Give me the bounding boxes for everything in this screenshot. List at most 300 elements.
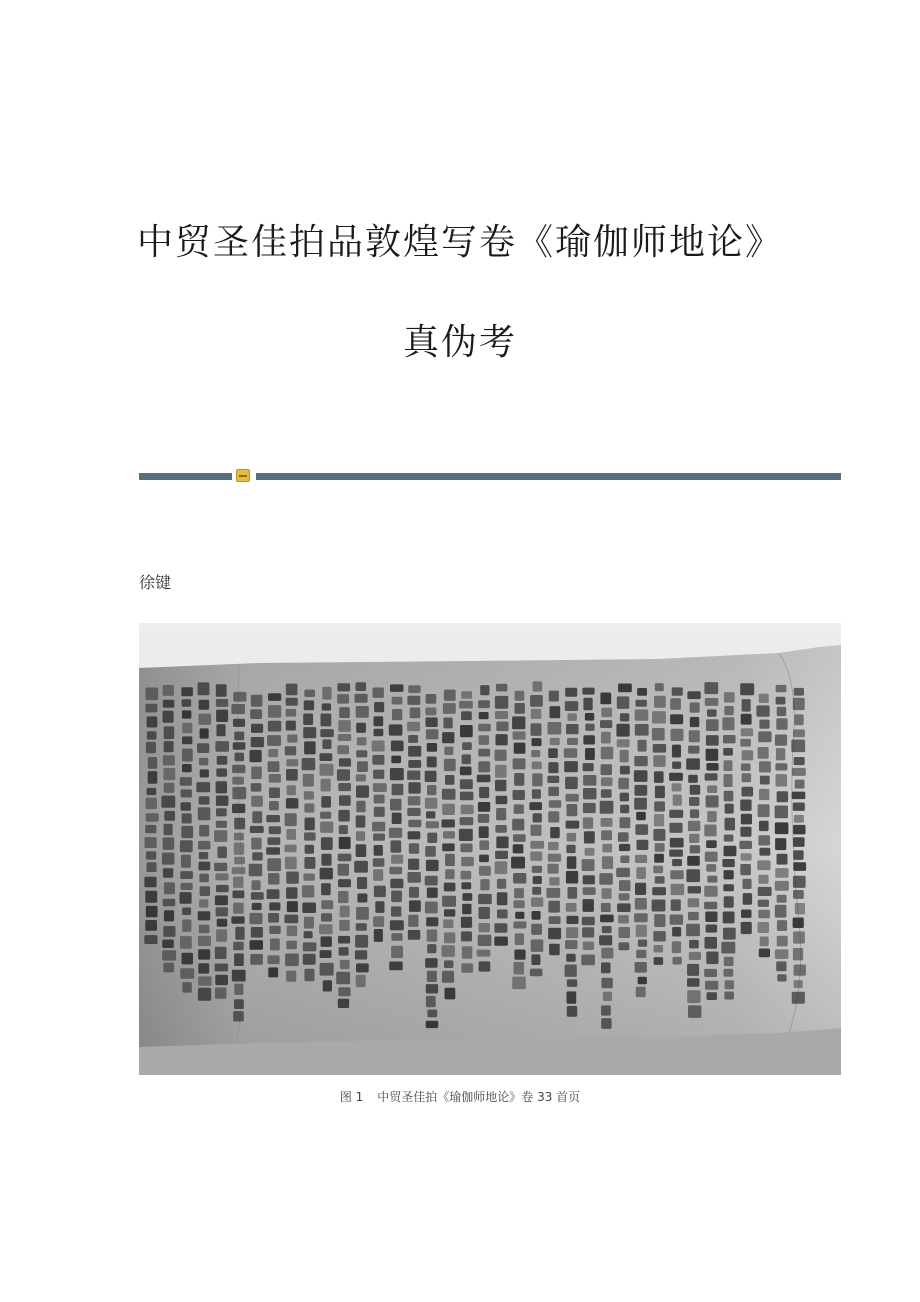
calligraphy-glyph: [321, 837, 333, 850]
calligraphy-glyph: [391, 756, 401, 764]
calligraphy-glyph: [775, 881, 789, 891]
calligraphy-glyph: [356, 844, 367, 857]
calligraphy-glyph: [530, 852, 542, 861]
calligraphy-glyph: [601, 1005, 611, 1015]
calligraphy-glyph: [182, 710, 192, 718]
calligraphy-glyph: [549, 691, 559, 702]
calligraphy-glyph: [145, 920, 157, 931]
calligraphy-glyph: [585, 848, 595, 856]
calligraphy-glyph: [758, 731, 771, 742]
calligraphy-glyph: [758, 875, 768, 884]
calligraphy-glyph: [688, 886, 701, 893]
calligraphy-glyph: [741, 910, 752, 918]
calligraphy-glyph: [635, 898, 647, 910]
calligraphy-glyph: [407, 696, 420, 705]
calligraphy-glyph: [425, 708, 436, 716]
calligraphy-glyph: [145, 837, 157, 848]
calligraphy-glyph: [286, 684, 298, 696]
calligraphy-glyph: [494, 937, 508, 946]
calligraphy-glyph: [723, 735, 736, 743]
calligraphy-glyph: [196, 782, 210, 792]
calligraphy-glyph: [637, 840, 649, 850]
calligraphy-glyph: [163, 868, 173, 878]
calligraphy-glyph: [496, 722, 508, 732]
calligraphy-glyph: [460, 725, 473, 737]
calligraphy-glyph: [565, 777, 578, 789]
calligraphy-glyph: [234, 833, 244, 841]
calligraphy-glyph: [775, 868, 788, 878]
calligraphy-glyph: [356, 923, 367, 931]
calligraphy-glyph: [285, 954, 299, 967]
calligraphy-glyph: [777, 936, 788, 947]
calligraphy-glyph: [706, 795, 719, 807]
calligraphy-glyph: [549, 916, 561, 924]
calligraphy-glyph: [740, 864, 751, 875]
calligraphy-glyph: [216, 929, 227, 941]
calligraphy-glyph: [672, 762, 681, 769]
calligraphy-glyph: [216, 684, 227, 697]
calligraphy-glyph: [182, 764, 192, 772]
calligraphy-glyph: [390, 799, 402, 811]
calligraphy-glyph: [791, 740, 805, 753]
calligraphy-glyph: [180, 936, 192, 949]
calligraphy-glyph: [793, 918, 804, 929]
calligraphy-glyph: [425, 902, 438, 914]
calligraphy-glyph: [602, 888, 612, 899]
calligraphy-glyph: [144, 877, 156, 888]
calligraphy-glyph: [532, 911, 541, 920]
calligraphy-glyph: [408, 930, 421, 940]
calligraphy-glyph: [515, 691, 525, 701]
calligraphy-glyph: [426, 729, 438, 739]
calligraphy-glyph: [601, 830, 612, 840]
calligraphy-glyph: [496, 684, 507, 692]
calligraphy-glyph: [704, 825, 716, 837]
calligraphy-glyph: [794, 688, 804, 696]
calligraphy-glyph: [286, 698, 298, 706]
calligraphy-glyph: [251, 767, 262, 780]
calligraphy-glyph: [390, 879, 403, 889]
calligraphy-glyph: [234, 818, 245, 830]
calligraphy-glyph: [408, 859, 419, 870]
calligraphy-glyph: [266, 815, 280, 822]
calligraphy-glyph: [479, 735, 489, 745]
calligraphy-glyph: [320, 764, 334, 776]
calligraphy-glyph: [216, 710, 228, 722]
calligraphy-glyph: [460, 767, 472, 776]
calligraphy-glyph: [322, 687, 331, 700]
calligraphy-glyph: [354, 861, 368, 873]
calligraphy-glyph: [548, 748, 558, 758]
calligraphy-glyph: [654, 854, 664, 863]
calligraphy-glyph: [147, 788, 157, 795]
calligraphy-glyph: [617, 696, 630, 709]
calligraphy-glyph: [460, 779, 473, 789]
calligraphy-glyph: [285, 857, 297, 870]
calligraphy-glyph: [583, 763, 594, 771]
calligraphy-glyph: [669, 823, 682, 833]
calligraphy-glyph: [426, 694, 437, 704]
calligraphy-glyph: [567, 738, 578, 745]
calligraphy-glyph: [601, 732, 611, 744]
calligraphy-glyph: [723, 748, 733, 756]
calligraphy-glyph: [461, 711, 472, 720]
calligraphy-glyph: [653, 755, 665, 767]
calligraphy-glyph: [600, 720, 612, 728]
calligraphy-glyph: [442, 819, 455, 827]
calligraphy-glyph: [793, 931, 805, 943]
calligraphy-glyph: [235, 753, 245, 762]
calligraphy-glyph: [724, 846, 737, 857]
calligraphy-glyph: [266, 847, 280, 855]
calligraphy-glyph: [304, 931, 313, 938]
calligraphy-glyph: [321, 714, 332, 727]
calligraphy-glyph: [146, 742, 156, 753]
calligraphy-glyph: [705, 852, 718, 862]
calligraphy-glyph: [337, 683, 350, 691]
calligraphy-glyph: [566, 871, 578, 884]
calligraphy-glyph: [655, 843, 665, 852]
calligraphy-glyph: [478, 894, 492, 904]
calligraphy-glyph: [743, 879, 752, 889]
manuscript-scroll-icon: [139, 623, 841, 1075]
calligraphy-glyph: [390, 768, 404, 780]
calligraphy-glyph: [285, 813, 297, 826]
calligraphy-glyph: [409, 843, 419, 853]
calligraphy-glyph: [794, 965, 806, 976]
calligraphy-glyph: [775, 822, 789, 834]
calligraphy-glyph: [338, 783, 351, 791]
calligraphy-glyph: [182, 908, 191, 916]
calligraphy-glyph: [550, 738, 560, 745]
calligraphy-glyph: [741, 922, 752, 934]
calligraphy-glyph: [636, 925, 647, 937]
calligraphy-glyph: [636, 812, 646, 820]
calligraphy-glyph: [673, 957, 682, 965]
calligraphy-glyph: [599, 873, 612, 885]
calligraphy-glyph: [181, 687, 193, 696]
calligraphy-glyph: [373, 916, 384, 927]
calligraphy-glyph: [163, 711, 174, 723]
calligraphy-glyph: [372, 741, 385, 752]
calligraphy-glyph: [756, 705, 769, 716]
calligraphy-glyph: [444, 690, 456, 701]
calligraphy-glyph: [687, 856, 700, 866]
calligraphy-glyph: [268, 693, 281, 701]
calligraphy-glyph: [601, 777, 613, 786]
calligraphy-glyph: [496, 808, 506, 820]
calligraphy-glyph: [284, 915, 298, 924]
calligraphy-glyph: [216, 885, 229, 892]
calligraphy-glyph: [286, 941, 297, 950]
calligraphy-glyph: [373, 770, 384, 779]
calligraphy-glyph: [144, 935, 157, 944]
calligraphy-glyph: [497, 879, 506, 889]
calligraphy-glyph: [444, 747, 453, 755]
calligraphy-glyph: [374, 886, 386, 898]
calligraphy-glyph: [425, 958, 438, 968]
calligraphy-glyph: [654, 957, 664, 965]
calligraphy-glyph: [321, 779, 331, 792]
calligraphy-glyph: [636, 950, 646, 958]
calligraphy-glyph: [251, 892, 264, 900]
calligraphy-glyph: [408, 872, 421, 883]
calligraphy-glyph: [635, 724, 649, 736]
calligraphy-glyph: [338, 854, 352, 862]
calligraphy-glyph: [619, 942, 630, 950]
calligraphy-glyph: [496, 796, 508, 804]
calligraphy-glyph: [706, 925, 718, 933]
calligraphy-glyph: [180, 871, 193, 879]
calligraphy-glyph: [724, 992, 734, 1000]
calligraphy-glyph: [654, 914, 665, 927]
calligraphy-glyph: [793, 850, 803, 860]
calligraphy-glyph: [250, 826, 264, 833]
calligraphy-glyph: [269, 774, 281, 783]
calligraphy-glyph: [215, 964, 229, 972]
calligraphy-glyph: [548, 901, 560, 913]
calligraphy-glyph: [777, 854, 788, 865]
calligraphy-glyph: [268, 749, 278, 757]
calligraphy-glyph: [146, 813, 159, 822]
calligraphy-glyph: [548, 762, 558, 773]
calligraphy-glyph: [618, 915, 629, 923]
calligraphy-glyph: [529, 802, 542, 810]
calligraphy-glyph: [793, 876, 806, 888]
calligraphy-glyph: [724, 791, 734, 802]
calligraphy-glyph: [602, 926, 612, 933]
calligraphy-glyph: [550, 706, 561, 718]
calligraphy-glyph: [706, 735, 719, 746]
calligraphy-glyph: [234, 999, 244, 1009]
calligraphy-glyph: [286, 829, 296, 840]
calligraphy-glyph: [480, 879, 489, 890]
calligraphy-glyph: [583, 817, 593, 828]
calligraphy-glyph: [442, 971, 454, 983]
calligraphy-glyph: [180, 840, 193, 852]
calligraphy-glyph: [408, 831, 421, 839]
calligraphy-glyph: [232, 765, 245, 773]
calligraphy-glyph: [373, 834, 385, 841]
calligraphy-glyph: [251, 927, 263, 938]
calligraphy-glyph: [215, 895, 228, 905]
calligraphy-glyph: [533, 681, 543, 691]
calligraphy-glyph: [742, 787, 754, 797]
calligraphy-glyph: [268, 955, 280, 964]
calligraphy-glyph: [163, 837, 175, 850]
calligraphy-glyph: [442, 843, 455, 851]
calligraphy-glyph: [461, 882, 471, 889]
calligraphy-glyph: [619, 927, 631, 938]
calligraphy-glyph: [479, 961, 491, 971]
calligraphy-glyph: [286, 971, 296, 982]
calligraphy-glyph: [426, 1021, 439, 1028]
calligraphy-glyph: [215, 988, 227, 999]
calligraphy-glyph: [583, 887, 596, 895]
calligraphy-glyph: [725, 818, 736, 831]
calligraphy-glyph: [514, 804, 524, 814]
calligraphy-glyph: [686, 869, 700, 882]
calligraphy-glyph: [707, 876, 717, 883]
calligraphy-glyph: [722, 859, 734, 867]
calligraphy-glyph: [182, 736, 192, 744]
calligraphy-glyph: [355, 935, 368, 948]
calligraphy-glyph: [775, 949, 789, 959]
calligraphy-glyph: [776, 697, 786, 705]
calligraphy-glyph: [340, 960, 350, 969]
calligraphy-glyph: [250, 709, 262, 719]
calligraphy-glyph: [267, 735, 281, 746]
calligraphy-glyph: [601, 764, 612, 775]
calligraphy-glyph: [164, 811, 175, 821]
calligraphy-glyph: [392, 709, 402, 720]
calligraphy-glyph: [357, 877, 367, 889]
calligraphy-glyph: [690, 785, 701, 795]
calligraphy-glyph: [583, 775, 596, 786]
calligraphy-glyph: [444, 932, 455, 943]
calligraphy-glyph: [287, 785, 296, 795]
calligraphy-glyph: [442, 789, 456, 800]
calligraphy-glyph: [321, 900, 333, 909]
calligraphy-glyph: [198, 682, 210, 695]
calligraphy-glyph: [460, 817, 474, 825]
calligraphy-glyph: [759, 789, 769, 800]
calligraphy-glyph: [391, 741, 404, 752]
calligraphy-glyph: [480, 685, 489, 695]
calligraphy-glyph: [565, 940, 578, 949]
calligraphy-glyph: [232, 804, 245, 813]
calligraphy-glyph: [532, 738, 542, 746]
calligraphy-glyph: [512, 819, 524, 831]
calligraphy-glyph: [356, 723, 366, 733]
calligraphy-glyph: [707, 811, 717, 822]
calligraphy-glyph: [231, 704, 245, 714]
calligraphy-glyph: [549, 877, 559, 885]
calligraphy-glyph: [408, 746, 421, 757]
calligraphy-glyph: [618, 832, 629, 842]
calligraphy-glyph: [792, 792, 806, 800]
calligraphy-glyph: [741, 714, 752, 725]
calligraphy-glyph: [669, 850, 683, 857]
calligraphy-glyph: [337, 769, 350, 781]
calligraphy-glyph: [794, 757, 805, 765]
calligraphy-glyph: [654, 771, 664, 783]
calligraphy-glyph: [286, 887, 297, 899]
calligraphy-glyph: [148, 757, 157, 769]
calligraphy-glyph: [759, 949, 770, 958]
calligraphy-glyph: [532, 773, 542, 786]
calligraphy-glyph: [323, 980, 332, 991]
calligraphy-glyph: [285, 746, 296, 755]
calligraphy-glyph: [320, 963, 334, 976]
calligraphy-glyph: [634, 798, 647, 810]
calligraphy-glyph: [182, 723, 192, 734]
calligraphy-glyph: [795, 903, 805, 914]
calligraphy-glyph: [217, 847, 227, 859]
calligraphy-glyph: [216, 768, 227, 776]
calligraphy-glyph: [444, 909, 455, 916]
calligraphy-glyph: [200, 728, 209, 738]
calligraphy-glyph: [338, 810, 349, 822]
calligraphy-glyph: [479, 840, 489, 850]
calligraphy-glyph: [444, 960, 453, 968]
calligraphy-glyph: [652, 728, 665, 741]
calligraphy-glyph: [427, 785, 436, 795]
calligraphy-glyph: [601, 962, 611, 973]
calligraphy-glyph: [304, 690, 315, 697]
calligraphy-glyph: [724, 957, 734, 966]
calligraphy-glyph: [739, 841, 752, 849]
calligraphy-glyph: [515, 703, 525, 714]
calligraphy-glyph: [794, 980, 803, 988]
calligraphy-glyph: [705, 698, 719, 706]
calligraphy-glyph: [164, 910, 174, 921]
calligraphy-glyph: [304, 969, 314, 981]
calligraphy-glyph: [724, 692, 735, 703]
calligraphy-glyph: [268, 761, 280, 772]
calligraphy-glyph: [426, 717, 438, 727]
calligraphy-glyph: [163, 700, 175, 708]
calligraphy-glyph: [530, 695, 543, 707]
calligraphy-glyph: [777, 974, 786, 981]
calligraphy-glyph: [688, 746, 699, 754]
calligraphy-glyph: [356, 774, 366, 781]
calligraphy-glyph: [793, 948, 803, 960]
calligraphy-glyph: [655, 786, 665, 798]
calligraphy-glyph: [182, 982, 192, 993]
calligraphy-glyph: [652, 887, 666, 895]
calligraphy-glyph: [234, 732, 244, 741]
calligraphy-glyph: [603, 992, 612, 1001]
calligraphy-glyph: [723, 912, 735, 924]
calligraphy-glyph: [532, 887, 541, 895]
calligraphy-glyph: [163, 755, 175, 765]
calligraphy-glyph: [215, 873, 228, 880]
calligraphy-glyph: [407, 771, 420, 780]
calligraphy-glyph: [725, 804, 734, 814]
calligraphy-glyph: [374, 729, 384, 737]
calligraphy-glyph: [390, 920, 404, 930]
calligraphy-glyph: [320, 812, 331, 819]
calligraphy-glyph: [145, 891, 157, 903]
calligraphy-glyph: [758, 887, 772, 896]
calligraphy-glyph: [496, 734, 508, 745]
calligraphy-glyph: [758, 804, 770, 817]
calligraphy-glyph: [304, 803, 314, 812]
calligraphy-glyph: [478, 935, 492, 946]
calligraphy-glyph: [601, 789, 612, 798]
calligraphy-glyph: [620, 750, 629, 763]
calligraphy-glyph: [233, 877, 243, 888]
calligraphy-glyph: [565, 965, 577, 977]
calligraphy-glyph: [162, 950, 176, 960]
calligraphy-glyph: [338, 734, 351, 741]
calligraphy-glyph: [777, 895, 787, 903]
calligraphy-glyph: [250, 750, 262, 762]
calligraphy-glyph: [635, 883, 646, 895]
calligraphy-glyph: [251, 737, 264, 747]
calligraphy-glyph: [200, 886, 210, 896]
calligraphy-glyph: [583, 875, 595, 884]
calligraphy-glyph: [375, 901, 384, 913]
calligraphy-glyph: [564, 761, 578, 772]
calligraphy-glyph: [566, 794, 579, 802]
calligraphy-glyph: [357, 737, 367, 745]
calligraphy-glyph: [339, 825, 348, 834]
calligraphy-glyph: [582, 859, 595, 871]
calligraphy-glyph: [478, 761, 490, 772]
calligraphy-glyph: [653, 744, 666, 753]
